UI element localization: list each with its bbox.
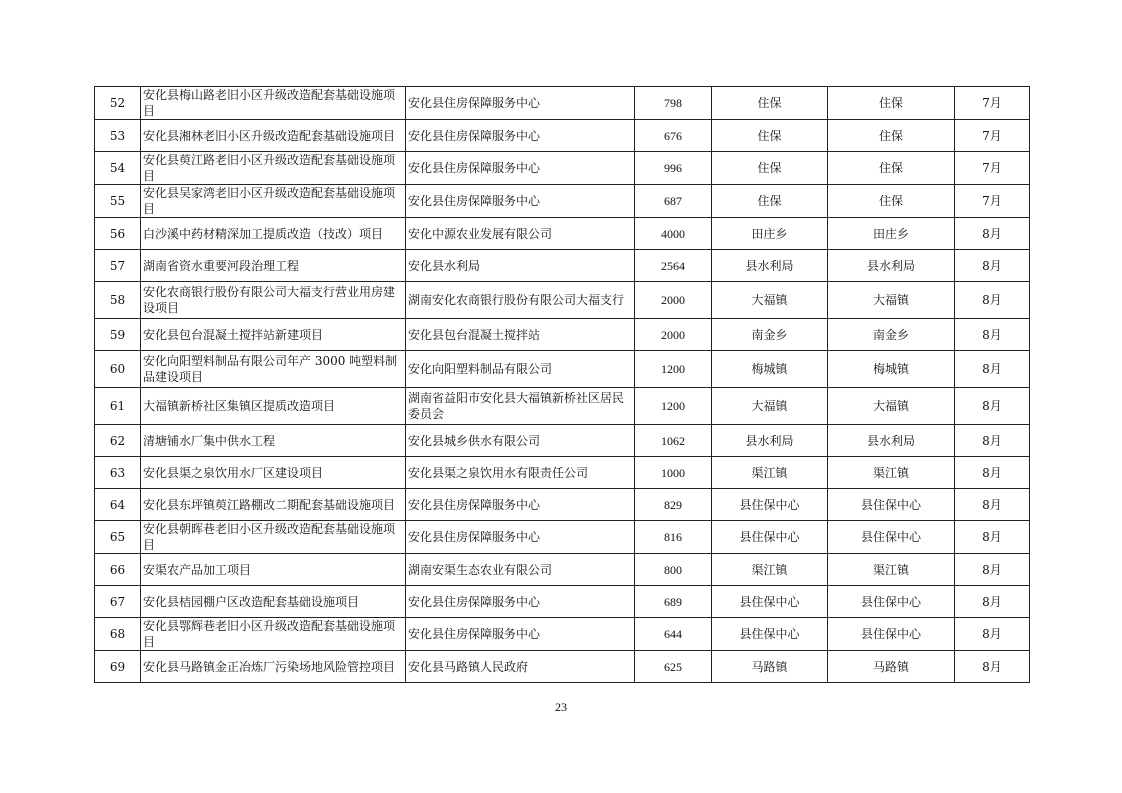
month-cell: 8月: [955, 425, 1030, 457]
implementing-unit: 安化县住房保障服务中心: [406, 586, 635, 618]
table-row: [95, 319, 1030, 351]
location-cell: 马路镇: [712, 651, 828, 683]
project-name: 安化向阳塑料制品有限公司年产 3000 吨塑料制品建设项目: [141, 351, 406, 388]
table-row: [95, 554, 1030, 586]
month-cell: 8月: [955, 457, 1030, 489]
location-cell: 大福镇: [712, 388, 828, 425]
month-cell: 8月: [955, 351, 1030, 388]
investment-amount: 625: [635, 651, 712, 683]
table-row: [95, 618, 1030, 651]
table-row: [95, 282, 1030, 319]
row-number: 52: [95, 87, 141, 120]
responsible-unit: 住保: [828, 185, 955, 218]
row-number: 56: [95, 218, 141, 250]
table-row: [95, 425, 1030, 457]
investment-amount: 2000: [635, 282, 712, 319]
location-cell: 渠江镇: [712, 457, 828, 489]
investment-amount: 829: [635, 489, 712, 521]
investment-amount: 798: [635, 87, 712, 120]
table-row: [95, 120, 1030, 152]
investment-amount: 996: [635, 152, 712, 185]
implementing-unit: 安化县包台混凝土搅拌站: [406, 319, 635, 351]
responsible-unit: 南金乡: [828, 319, 955, 351]
month-cell: 7月: [955, 120, 1030, 152]
implementing-unit: 安化县渠之泉饮用水有限责任公司: [406, 457, 635, 489]
location-cell: 县住保中心: [712, 521, 828, 554]
responsible-unit: 住保: [828, 87, 955, 120]
project-name: 大福镇新桥社区集镇区提质改造项目: [141, 388, 406, 425]
location-cell: 梅城镇: [712, 351, 828, 388]
implementing-unit: 安化县住房保障服务中心: [406, 120, 635, 152]
project-name: 安化县鄂辉巷老旧小区升级改造配套基础设施项目: [141, 618, 406, 651]
row-number: 53: [95, 120, 141, 152]
month-cell: 8月: [955, 489, 1030, 521]
responsible-unit: 住保: [828, 152, 955, 185]
responsible-unit: 大福镇: [828, 388, 955, 425]
row-number: 60: [95, 351, 141, 388]
location-cell: 南金乡: [712, 319, 828, 351]
project-name: 安化县湘林老旧小区升级改造配套基础设施项目: [141, 120, 406, 152]
table-body: [95, 87, 1030, 683]
location-cell: 大福镇: [712, 282, 828, 319]
implementing-unit: 湖南省益阳市安化县大福镇新桥社区居民委员会: [406, 388, 635, 425]
implementing-unit: 安化县住房保障服务中心: [406, 618, 635, 651]
page-number: 23: [555, 700, 567, 714]
table-row: [95, 457, 1030, 489]
table-row: [95, 388, 1030, 425]
project-name: 安化县朝晖巷老旧小区升级改造配套基础设施项目: [141, 521, 406, 554]
investment-amount: 800: [635, 554, 712, 586]
month-cell: 8月: [955, 521, 1030, 554]
table-row: [95, 521, 1030, 554]
investment-amount: 1000: [635, 457, 712, 489]
responsible-unit: 县住保中心: [828, 521, 955, 554]
row-number: 61: [95, 388, 141, 425]
project-table: [94, 86, 1030, 683]
project-name: 清塘铺水厂集中供水工程: [141, 425, 406, 457]
location-cell: 住保: [712, 152, 828, 185]
project-name: 安化县东坪镇萸江路棚改二期配套基础设施项目: [141, 489, 406, 521]
responsible-unit: 县水利局: [828, 425, 955, 457]
month-cell: 8月: [955, 651, 1030, 683]
investment-amount: 1062: [635, 425, 712, 457]
responsible-unit: 大福镇: [828, 282, 955, 319]
row-number: 58: [95, 282, 141, 319]
investment-amount: 816: [635, 521, 712, 554]
month-cell: 8月: [955, 282, 1030, 319]
month-cell: 8月: [955, 586, 1030, 618]
implementing-unit: 安化向阳塑料制品有限公司: [406, 351, 635, 388]
project-name: 湖南省资水重要河段治理工程: [141, 250, 406, 282]
row-number: 65: [95, 521, 141, 554]
month-cell: 7月: [955, 152, 1030, 185]
location-cell: 田庄乡: [712, 218, 828, 250]
table-row: [95, 218, 1030, 250]
investment-amount: 1200: [635, 388, 712, 425]
row-number: 63: [95, 457, 141, 489]
responsible-unit: 住保: [828, 120, 955, 152]
table-row: [95, 87, 1030, 120]
table-row: [95, 489, 1030, 521]
month-cell: 8月: [955, 554, 1030, 586]
responsible-unit: 梅城镇: [828, 351, 955, 388]
row-number: 59: [95, 319, 141, 351]
responsible-unit: 渠江镇: [828, 554, 955, 586]
row-number: 57: [95, 250, 141, 282]
month-cell: 8月: [955, 618, 1030, 651]
month-cell: 7月: [955, 87, 1030, 120]
location-cell: 县水利局: [712, 425, 828, 457]
table-row: [95, 185, 1030, 218]
investment-amount: 2000: [635, 319, 712, 351]
project-name: 安化县梅山路老旧小区升级改造配套基础设施项目: [141, 87, 406, 120]
location-cell: 渠江镇: [712, 554, 828, 586]
implementing-unit: 安化县住房保障服务中心: [406, 152, 635, 185]
responsible-unit: 县住保中心: [828, 489, 955, 521]
location-cell: 住保: [712, 120, 828, 152]
row-number: 64: [95, 489, 141, 521]
project-name: 安化县吴家湾老旧小区升级改造配套基础设施项目: [141, 185, 406, 218]
project-name: 安化县萸江路老旧小区升级改造配套基础设施项目: [141, 152, 406, 185]
project-name: 安化县桔园棚户区改造配套基础设施项目: [141, 586, 406, 618]
row-number: 69: [95, 651, 141, 683]
location-cell: 县住保中心: [712, 489, 828, 521]
row-number: 67: [95, 586, 141, 618]
project-name: 安化农商银行股份有限公司大福支行营业用房建设项目: [141, 282, 406, 319]
month-cell: 8月: [955, 218, 1030, 250]
investment-amount: 689: [635, 586, 712, 618]
implementing-unit: 安化县住房保障服务中心: [406, 87, 635, 120]
location-cell: 住保: [712, 185, 828, 218]
month-cell: 8月: [955, 388, 1030, 425]
location-cell: 县水利局: [712, 250, 828, 282]
implementing-unit: 安化县住房保障服务中心: [406, 185, 635, 218]
location-cell: 县住保中心: [712, 618, 828, 651]
row-number: 55: [95, 185, 141, 218]
location-cell: 县住保中心: [712, 586, 828, 618]
responsible-unit: 田庄乡: [828, 218, 955, 250]
implementing-unit: 安化中源农业发展有限公司: [406, 218, 635, 250]
implementing-unit: 湖南安化农商银行股份有限公司大福支行: [406, 282, 635, 319]
table-row: [95, 250, 1030, 282]
responsible-unit: 马路镇: [828, 651, 955, 683]
implementing-unit: 安化县住房保障服务中心: [406, 489, 635, 521]
investment-amount: 4000: [635, 218, 712, 250]
project-name: 安化县渠之泉饮用水厂区建设项目: [141, 457, 406, 489]
implementing-unit: 安化县城乡供水有限公司: [406, 425, 635, 457]
month-cell: 7月: [955, 185, 1030, 218]
project-name: 安渠农产品加工项目: [141, 554, 406, 586]
responsible-unit: 县住保中心: [828, 618, 955, 651]
investment-amount: 676: [635, 120, 712, 152]
table-row: [95, 586, 1030, 618]
responsible-unit: 县水利局: [828, 250, 955, 282]
row-number: 66: [95, 554, 141, 586]
location-cell: 住保: [712, 87, 828, 120]
implementing-unit: 安化县马路镇人民政府: [406, 651, 635, 683]
row-number: 62: [95, 425, 141, 457]
table-row: [95, 152, 1030, 185]
month-cell: 8月: [955, 319, 1030, 351]
table-row: [95, 651, 1030, 683]
investment-amount: 2564: [635, 250, 712, 282]
investment-amount: 1200: [635, 351, 712, 388]
responsible-unit: 县住保中心: [828, 586, 955, 618]
investment-amount: 644: [635, 618, 712, 651]
row-number: 68: [95, 618, 141, 651]
project-name: 安化县马路镇金正冶炼厂污染场地风险管控项目: [141, 651, 406, 683]
row-number: 54: [95, 152, 141, 185]
responsible-unit: 渠江镇: [828, 457, 955, 489]
table-row: [95, 351, 1030, 388]
implementing-unit: 湖南安渠生态农业有限公司: [406, 554, 635, 586]
month-cell: 8月: [955, 250, 1030, 282]
project-name: 白沙溪中药材精深加工提质改造（技改）项目: [141, 218, 406, 250]
investment-amount: 687: [635, 185, 712, 218]
implementing-unit: 安化县住房保障服务中心: [406, 521, 635, 554]
implementing-unit: 安化县水利局: [406, 250, 635, 282]
project-name: 安化县包台混凝土搅拌站新建项目: [141, 319, 406, 351]
